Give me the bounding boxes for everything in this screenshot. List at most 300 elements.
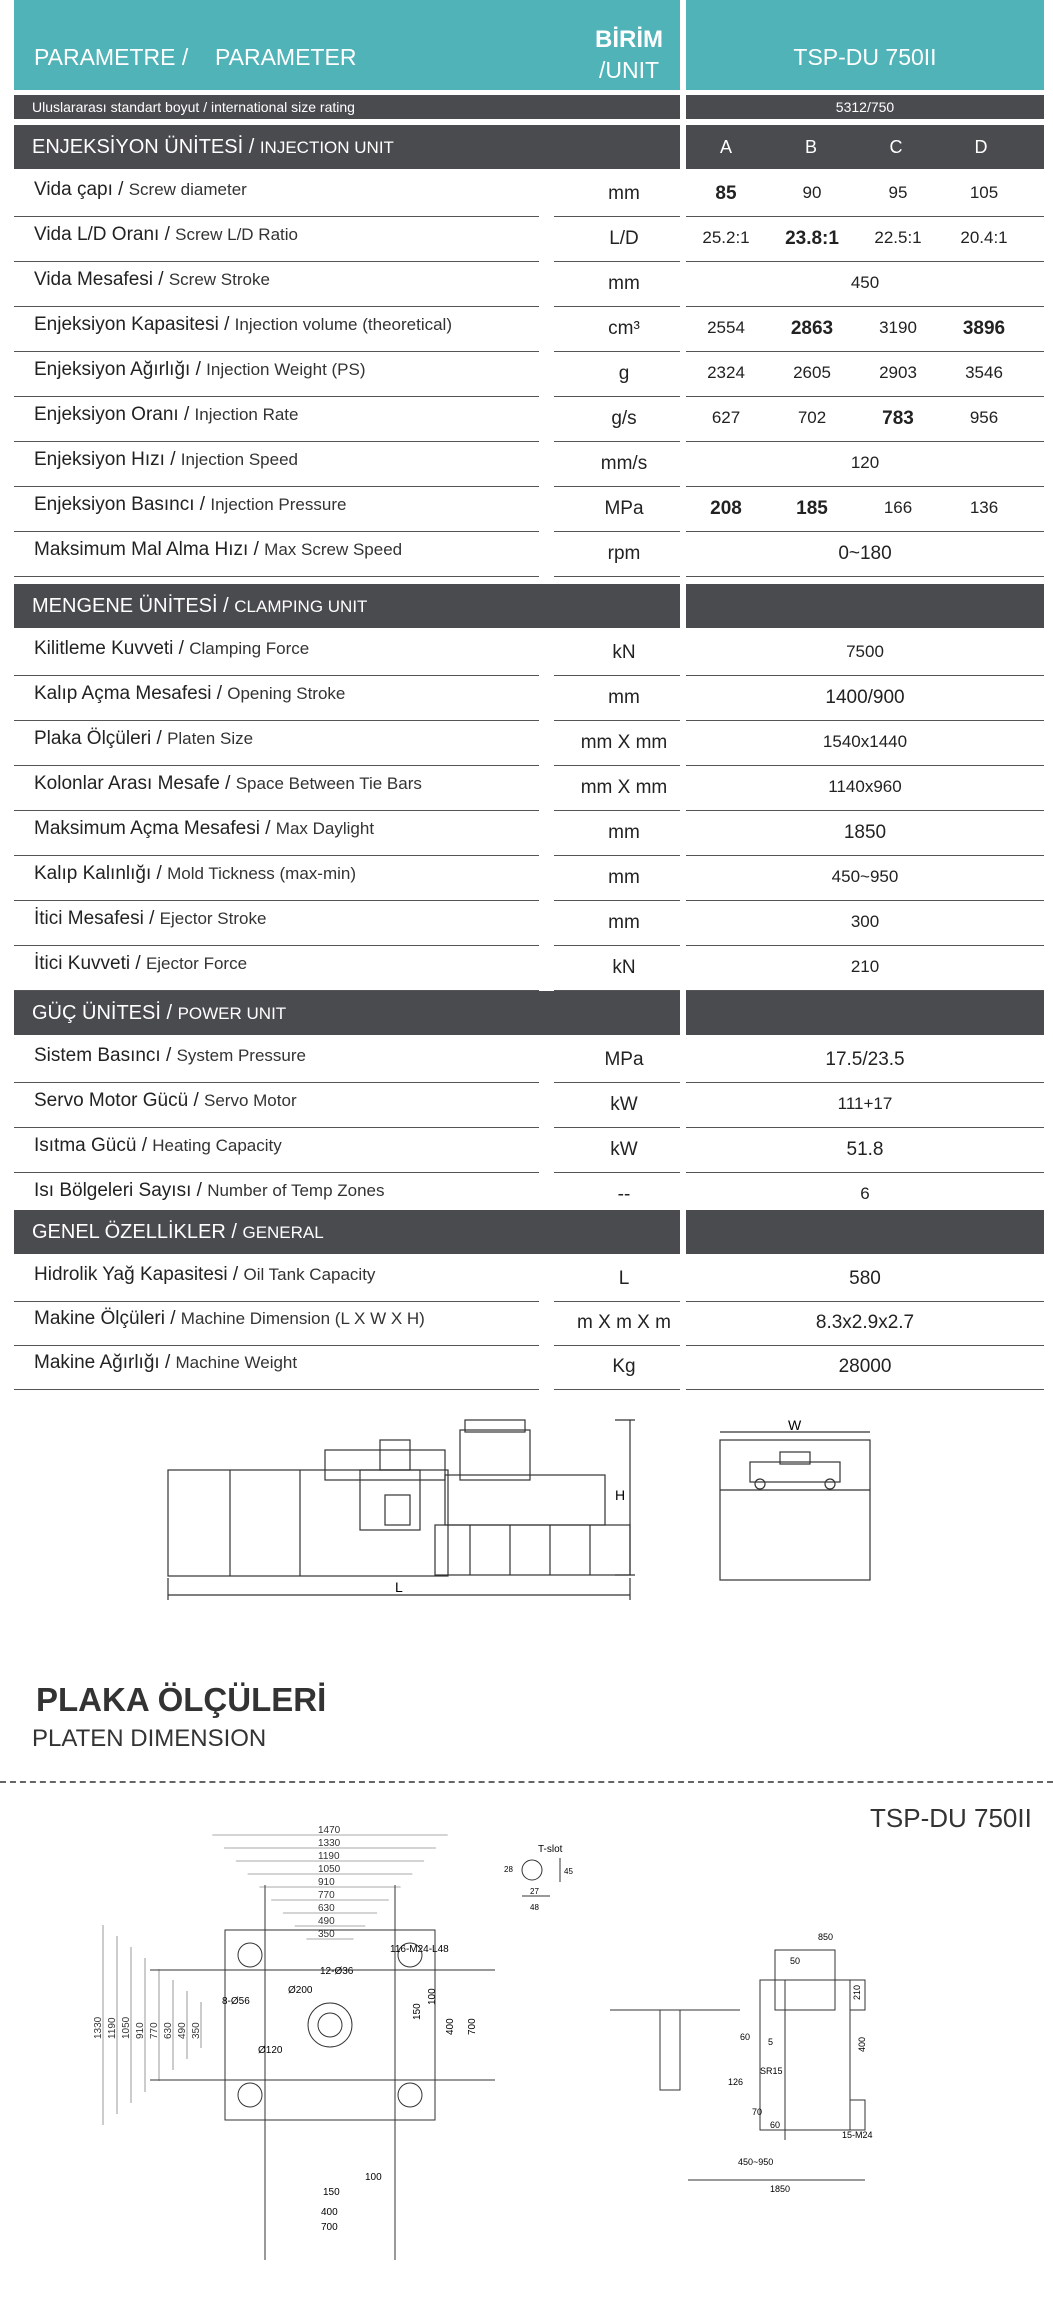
row-value: 210	[850, 957, 880, 976]
width-dim-label: 1050	[318, 1864, 341, 1875]
table-row	[14, 1039, 1044, 1083]
label-b150: 150	[323, 2187, 340, 2198]
row-value: 95	[888, 183, 908, 202]
h-dim-label: H	[615, 1487, 626, 1503]
section-title-tr: GENEL ÖZELLİKLER /	[32, 1221, 237, 1243]
machine-side-view	[160, 1420, 640, 1620]
row-value: 1400/900	[825, 687, 905, 708]
row-value: 120	[850, 453, 880, 472]
row-label-en: Screw diameter	[128, 180, 247, 199]
row-divider	[14, 1172, 539, 1173]
row-divider	[686, 900, 1044, 901]
row-value: 2605	[793, 363, 831, 382]
row-label-tr: Vida Mesafesi /	[34, 269, 164, 290]
size-rating-value: 5312/750	[686, 95, 1044, 119]
label-d200: Ø200	[288, 1985, 313, 1996]
row-value: 450~950	[831, 867, 899, 886]
platen-model: TSP-DU 750II	[870, 1803, 1032, 1833]
section-title-en: INJECTION UNIT	[259, 138, 394, 157]
row-value: 7500	[846, 642, 884, 661]
row-unit: mm	[608, 183, 640, 204]
row-divider	[14, 351, 539, 352]
row-label-tr: Kalıp Açma Mesafesi /	[34, 683, 222, 704]
row-label	[34, 404, 298, 426]
height-dim-label: 910	[135, 2022, 146, 2039]
label-thread: 116-M24-L48	[390, 1944, 449, 1955]
row-label	[34, 863, 356, 885]
row-divider	[14, 1389, 539, 1390]
row-divider	[686, 576, 1044, 577]
row-divider	[686, 810, 1044, 811]
row-value: 90	[802, 183, 822, 202]
side-60: 60	[740, 2032, 751, 2042]
tslot-27: 27	[530, 1887, 539, 1896]
row-label-tr: Enjeksiyon Kapasitesi /	[34, 314, 230, 335]
column-b: B	[804, 137, 817, 157]
size-rating-row	[14, 95, 1044, 119]
row-unit: mm	[608, 912, 640, 933]
column-d: D	[974, 137, 988, 157]
row-label-tr: Servo Motor Gücü /	[34, 1090, 199, 1111]
row-divider	[686, 765, 1044, 766]
row-divider	[554, 351, 680, 352]
row-label-en: Injection Weight (PS)	[206, 360, 366, 379]
side-70: 70	[752, 2107, 763, 2117]
side-sr15: SR15	[760, 2066, 783, 2076]
side-126: 126	[728, 2077, 744, 2087]
row-label-en: Mold Tickness (max-min)	[167, 864, 356, 883]
label-holes12: 12-Ø36	[320, 1966, 354, 1977]
row-divider	[14, 576, 539, 577]
row-label-tr: Maksimum Açma Mesafesi /	[34, 818, 271, 839]
row-divider	[554, 675, 680, 676]
row-divider	[686, 945, 1044, 946]
side-450: 450~950	[738, 2157, 774, 2167]
row-label-en: Clamping Force	[189, 639, 310, 658]
label-holes8: 8-Ø56	[222, 1996, 250, 2007]
row-label-en: Platen Size	[167, 729, 254, 748]
table-row	[14, 632, 1044, 676]
height-dim-label: 630	[163, 2022, 174, 2039]
tslot-28: 28	[504, 1865, 513, 1874]
row-label	[34, 728, 253, 750]
section-title	[32, 125, 394, 170]
table-row	[14, 173, 1044, 217]
row-unit: mm	[608, 687, 640, 708]
row-divider	[686, 441, 1044, 442]
dashed-divider	[0, 1781, 1053, 1783]
row-value: 136	[969, 498, 999, 517]
platen-dim-texts	[93, 1825, 341, 2039]
row-unit: L	[618, 1268, 630, 1289]
row-value: 208	[710, 498, 742, 519]
row-label-tr: Hidrolik Yağ Kapasitesi /	[34, 1264, 239, 1285]
label-r700: 700	[467, 2018, 478, 2035]
row-divider	[14, 306, 539, 307]
height-dim-label: 1190	[107, 2017, 118, 2039]
row-label	[34, 314, 452, 336]
w-dim-label: W	[788, 1417, 802, 1433]
row-label-en: Number of Temp Zones	[207, 1181, 385, 1200]
row-label-tr: Kilitleme Kuvveti /	[34, 638, 184, 659]
tslot-detail	[500, 1840, 580, 1920]
row-divider	[554, 576, 680, 577]
row-divider	[686, 1389, 1044, 1390]
row-value: 1850	[843, 822, 887, 843]
table-row	[14, 1084, 1044, 1128]
row-unit: kW	[610, 1094, 638, 1115]
row-unit: mm X mm	[580, 777, 668, 798]
row-value: 702	[797, 408, 827, 427]
row-divider	[554, 765, 680, 766]
section-clamping	[14, 584, 1044, 628]
section-title	[32, 991, 286, 1036]
row-value: 85	[715, 183, 737, 204]
row-divider	[554, 810, 680, 811]
row-label	[34, 908, 266, 930]
row-unit: kN	[612, 642, 636, 663]
row-label	[34, 1308, 425, 1330]
row-divider	[554, 1172, 680, 1173]
column-c: C	[889, 137, 903, 157]
row-divider	[554, 720, 680, 721]
row-divider	[554, 306, 680, 307]
row-label-en: Injection Speed	[180, 450, 298, 469]
row-value: 2863	[790, 318, 834, 339]
side-210: 210	[852, 1984, 862, 2000]
label-r400: 400	[445, 2018, 456, 2035]
row-divider	[554, 261, 680, 262]
side-850: 850	[818, 1932, 834, 1942]
row-unit: MPa	[604, 1049, 644, 1070]
row-value: 28000	[838, 1356, 892, 1377]
width-dim-label: 490	[318, 1916, 335, 1927]
row-divider	[554, 945, 680, 946]
table-row	[14, 947, 1044, 991]
machine-front-view	[710, 1417, 880, 1590]
header-unit	[574, 24, 684, 85]
height-dim-label: 770	[149, 2022, 160, 2039]
table-row	[14, 263, 1044, 307]
width-dim-label: 1190	[318, 1851, 340, 1862]
section-title	[32, 1210, 324, 1255]
row-divider	[14, 441, 539, 442]
row-unit: kN	[612, 957, 636, 978]
section-title	[32, 584, 367, 629]
table-row	[14, 218, 1044, 262]
row-label-en: Machine Dimension (L X W X H)	[180, 1309, 425, 1328]
row-label-en: Screw Stroke	[168, 270, 270, 289]
section-title-en: CLAMPING UNIT	[234, 597, 368, 616]
row-divider	[14, 531, 539, 532]
row-divider	[686, 351, 1044, 352]
table-row	[14, 1346, 1044, 1390]
row-label	[34, 683, 345, 705]
row-divider	[554, 531, 680, 532]
tslot-label: T-slot	[538, 1844, 563, 1855]
side-50: 50	[790, 1956, 801, 1966]
side-400: 400	[857, 2036, 867, 2052]
row-label-en: Injection volume (theoretical)	[234, 315, 452, 334]
row-divider	[686, 1127, 1044, 1128]
row-label-en: Injection Rate	[194, 405, 299, 424]
row-unit: g	[618, 363, 630, 384]
row-divider	[554, 396, 680, 397]
row-label-tr: Enjeksiyon Basıncı /	[34, 494, 206, 515]
row-label-tr: Maksimum Mal Alma Hızı /	[34, 539, 259, 560]
table-row	[14, 812, 1044, 856]
row-divider	[14, 1082, 539, 1083]
width-dim-label: 770	[318, 1890, 335, 1901]
label-b700: 700	[321, 2222, 338, 2233]
table-row	[14, 902, 1044, 946]
row-divider	[686, 675, 1044, 676]
l-dim-label: L	[395, 1579, 403, 1595]
row-label	[34, 1352, 297, 1374]
row-value: 17.5/23.5	[825, 1049, 905, 1070]
platen-title: PLAKA ÖLÇÜLERİ	[36, 1681, 327, 1718]
section-title-tr: MENGENE ÜNİTESİ /	[32, 595, 229, 617]
row-label-tr: Vida L/D Oranı /	[34, 224, 170, 245]
row-divider	[554, 900, 680, 901]
row-value: 20.4:1	[960, 228, 1008, 247]
row-label	[34, 1090, 297, 1112]
tslot-48: 48	[530, 1903, 539, 1912]
row-value: 185	[796, 498, 828, 519]
row-value: 1540x1440	[822, 732, 908, 751]
row-label-en: Opening Stroke	[227, 684, 346, 703]
row-divider	[686, 396, 1044, 397]
row-divider	[686, 261, 1044, 262]
row-label-en: Servo Motor	[204, 1091, 297, 1110]
row-label	[34, 773, 422, 795]
row-label	[34, 269, 270, 291]
height-dim-label: 490	[177, 2022, 188, 2039]
row-label-tr: Isı Bölgeleri Sayısı /	[34, 1180, 202, 1201]
row-label-tr: Enjeksiyon Ağırlığı /	[34, 359, 201, 380]
row-label	[34, 224, 298, 246]
row-divider	[554, 1389, 680, 1390]
height-dim-label: 350	[191, 2022, 202, 2039]
row-label-tr: Enjeksiyon Oranı /	[34, 404, 190, 425]
side-5: 5	[768, 2037, 774, 2047]
row-divider	[14, 1127, 539, 1128]
row-label	[34, 818, 374, 840]
row-label-en: System Pressure	[176, 1046, 306, 1065]
tslot-45: 45	[564, 1867, 573, 1876]
row-label-tr: Vida çapı /	[34, 179, 124, 200]
width-dim-label: 1330	[318, 1838, 341, 1849]
row-value: 2554	[707, 318, 745, 337]
row-label	[34, 1135, 282, 1157]
label-r100: 100	[427, 1988, 438, 2005]
row-divider	[686, 216, 1044, 217]
spec-header	[14, 0, 1044, 90]
row-divider	[14, 765, 539, 766]
row-divider	[554, 216, 680, 217]
row-label-tr: Kolonlar Arası Mesafe /	[34, 773, 231, 794]
row-value: 2903	[879, 363, 917, 382]
row-value: 23.8:1	[785, 228, 839, 249]
row-label-en: Machine Weight	[175, 1353, 298, 1372]
row-label-tr: Makine Ağırlığı /	[34, 1352, 171, 1373]
row-divider	[14, 396, 539, 397]
row-value: 3190	[879, 318, 917, 337]
row-divider	[554, 486, 680, 487]
row-divider	[14, 945, 539, 946]
platen-side-drawing	[610, 1920, 940, 2200]
row-divider	[554, 441, 680, 442]
row-label-en: Ejector Force	[145, 954, 248, 973]
row-value: 3896	[962, 318, 1006, 339]
row-divider	[686, 531, 1044, 532]
height-dim-label: 1330	[93, 2016, 104, 2039]
row-label	[34, 1045, 306, 1067]
table-row	[14, 1302, 1044, 1346]
row-label	[34, 494, 346, 516]
table-row	[14, 1129, 1044, 1173]
row-unit: mm	[608, 822, 640, 843]
row-value: 0~180	[838, 543, 892, 564]
row-value: 450	[850, 273, 880, 292]
table-row	[14, 722, 1044, 766]
size-rating-label: Uluslararası standart boyut / international size rating	[14, 95, 680, 119]
table-row	[14, 443, 1044, 487]
row-label-en: Max Screw Speed	[264, 540, 403, 559]
row-value: 2324	[707, 363, 745, 382]
row-value: 580	[849, 1268, 881, 1289]
table-row	[14, 857, 1044, 901]
label-d120: Ø120	[258, 2045, 283, 2056]
row-label-tr: Sistem Basıncı /	[34, 1045, 172, 1066]
row-label-en: Oil Tank Capacity	[243, 1265, 376, 1284]
section-title-tr: ENJEKSİYON ÜNİTESİ /	[32, 136, 255, 158]
row-label-tr: Plaka Ölçüleri /	[34, 728, 162, 749]
row-label-en: Heating Capacity	[152, 1136, 282, 1155]
row-value: 1140x960	[828, 777, 902, 796]
row-value: 3546	[965, 363, 1003, 382]
header-param-tr: PARAMETRE /	[34, 44, 189, 70]
row-unit: MPa	[604, 498, 644, 519]
section-title-en: GENERAL	[242, 1223, 324, 1242]
side-m24: 15-M24	[842, 2130, 873, 2140]
label-b100: 100	[365, 2172, 382, 2183]
table-row	[14, 488, 1044, 532]
row-unit: rpm	[607, 543, 641, 564]
table-row	[14, 533, 1044, 577]
row-unit: cm³	[608, 318, 640, 339]
row-label-en: Space Between Tie Bars	[235, 774, 422, 793]
section-general	[14, 1210, 1044, 1254]
section-injection	[14, 125, 1044, 169]
row-divider	[14, 675, 539, 676]
row-divider	[14, 216, 539, 217]
row-label	[34, 179, 247, 201]
section-power	[14, 991, 1044, 1035]
width-dim-label: 1470	[318, 1825, 341, 1836]
row-label	[34, 359, 366, 381]
side-1850: 1850	[770, 2184, 791, 2194]
row-label	[34, 1180, 385, 1202]
row-unit: L/D	[609, 228, 639, 249]
row-divider	[554, 1082, 680, 1083]
row-value: 166	[883, 498, 913, 517]
row-value: 51.8	[846, 1139, 884, 1160]
label-b400: 400	[321, 2207, 338, 2218]
row-unit: g/s	[611, 408, 637, 429]
row-value: 8.3x2.9x2.7	[815, 1312, 915, 1333]
row-value: 627	[711, 408, 741, 427]
row-divider	[14, 720, 539, 721]
row-label-tr: Kalıp Kalınlığı /	[34, 863, 162, 884]
row-divider	[14, 855, 539, 856]
row-divider	[14, 900, 539, 901]
row-label-en: Ejector Stroke	[159, 909, 267, 928]
row-label-tr: İtici Mesafesi /	[34, 908, 155, 929]
row-label-tr: Isıtma Gücü /	[34, 1135, 147, 1156]
table-row	[14, 353, 1044, 397]
header-unit-en: /UNIT	[598, 57, 660, 83]
row-label-tr: İtici Kuvveti /	[34, 953, 141, 974]
row-unit: mm	[608, 867, 640, 888]
header-unit-tr: BİRİM	[595, 26, 663, 53]
row-unit: m X m X m	[577, 1312, 671, 1333]
width-dim-label: 630	[318, 1903, 335, 1914]
row-divider	[14, 486, 539, 487]
column-a: A	[719, 137, 732, 157]
row-label-en: Screw L/D Ratio	[175, 225, 298, 244]
row-divider	[554, 855, 680, 856]
header-param-en: PARAMETER	[215, 44, 357, 70]
width-dim-label: 350	[318, 1929, 335, 1940]
row-label	[34, 953, 247, 975]
row-unit: Kg	[612, 1356, 636, 1377]
row-divider	[686, 486, 1044, 487]
row-value: 956	[969, 408, 999, 427]
row-divider	[686, 1082, 1044, 1083]
section-title-tr: GÜÇ ÜNİTESİ /	[32, 1002, 173, 1024]
row-unit: --	[617, 1184, 631, 1205]
row-divider	[14, 810, 539, 811]
row-value: 783	[882, 408, 914, 429]
table-row	[14, 767, 1044, 811]
row-label-tr: Enjeksiyon Hızı /	[34, 449, 176, 470]
row-value: 105	[969, 183, 999, 202]
row-divider	[554, 1127, 680, 1128]
row-divider	[14, 261, 539, 262]
row-unit: mm X mm	[580, 732, 668, 753]
label-r150: 150	[412, 2003, 423, 2020]
row-unit: kW	[610, 1139, 638, 1160]
row-divider	[686, 855, 1044, 856]
row-label-en: Max Daylight	[275, 819, 375, 838]
header-model: TSP-DU 750II	[793, 44, 937, 70]
row-label-en: Injection Pressure	[210, 495, 347, 514]
side-60b: 60	[770, 2120, 781, 2130]
width-dim-label: 910	[318, 1877, 335, 1888]
row-unit: mm/s	[600, 453, 648, 474]
table-row	[14, 1258, 1044, 1302]
row-value: 6	[860, 1184, 870, 1203]
row-label	[34, 539, 402, 561]
height-dim-label: 1050	[121, 2016, 132, 2039]
row-value: 111+17	[837, 1094, 893, 1113]
row-label	[34, 1264, 375, 1286]
row-unit: mm	[608, 273, 640, 294]
row-value: 25.2:1	[702, 228, 750, 247]
row-label-tr: Makine Ölçüleri /	[34, 1308, 176, 1329]
row-divider	[686, 1172, 1044, 1173]
